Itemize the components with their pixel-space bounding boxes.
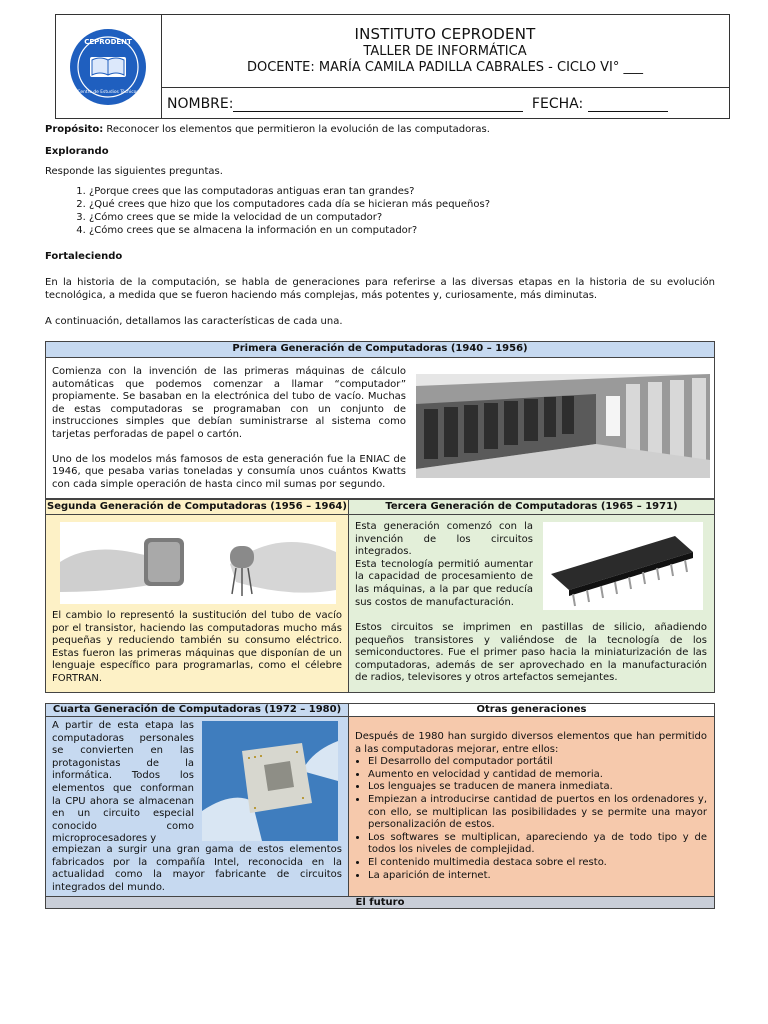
other-cell: [349, 704, 714, 896]
gen4-other-table: [45, 703, 715, 909]
purpose-text: Reconocer los elementos que permitieron la evolución de las computadoras.: [103, 124, 490, 135]
gen1-title: Primera Generación de Computadoras (1940 – 1956): [46, 342, 714, 358]
other-item: • La aparición de internet.: [368, 870, 707, 883]
gen3-paragraph-1: Esta generación comenzó con la invención de los circuitos integrados.: [355, 521, 533, 558]
gen3-title: Tercera Generación de Computadoras (1965 – 1971): [349, 500, 714, 515]
gen3-cell: [349, 500, 714, 692]
gen1-paragraph-1: Comienza con la invención de las primeras máquinas de cálculo automáticas que podemos comenzar a llamar “computador” propiamente. Se basaban en la electrónica del tubo de vacío. Muchas de estas computadoras se programaban con un conjunto de instrucciones simples que debían suministrarse al sistema como tarjetas perforadas de papel o cartón.: [52, 366, 406, 440]
logo-cell: [56, 15, 162, 118]
teacher-line: DOCENTE: MARÍA CAMILA PADILLA CABRALES - CICLO VI° ___: [246, 60, 643, 75]
other-intro: Después de 1980 han surgido diversos elementos que han permitido a las computadoras mejorar, entre ellos:: [355, 731, 707, 755]
fortaleciendo-intro: A continuación, detallamos las características de cada una.: [45, 316, 343, 327]
eniac-photo: [416, 374, 710, 478]
gen2-title: Segunda Generación de Computadoras (1956 – 1964): [46, 500, 348, 515]
logo-text: CEPRODENT: [84, 38, 132, 46]
gen2-cell: [46, 500, 349, 692]
name-cell: [161, 87, 729, 118]
title-cell: [161, 15, 729, 88]
other-item: • El contenido multimedia destaca sobre el resto.: [368, 857, 707, 870]
question-item: 3. ¿Cómo crees que se mide la velocidad de un computador?: [89, 211, 723, 224]
question-item: 1. ¿Porque crees que las computadoras antiguas eran tan grandes?: [89, 185, 723, 198]
logo-subtext: Centro de Estudios Técnicos: [77, 90, 139, 95]
microprocessor-photo: [202, 721, 338, 841]
question-list: [43, 185, 723, 237]
future-title: El futuro: [46, 896, 714, 908]
gen4-cell: [46, 704, 349, 896]
document-header: [55, 14, 730, 119]
explorando-title: Explorando: [45, 146, 109, 157]
gen2-text: El cambio lo representó la sustitución del tubo de vacío por el transistor, haciendo las computadoras mucho más pequeñas y reduciendo también su consumo eléctrico. Estas fueron las primeras máquinas que disponían de un lenguaje específico para programarlas, como el célebre FORTRAN.: [52, 610, 342, 684]
gen1-table: [45, 341, 715, 499]
gen1-paragraph-2: Uno de los modelos más famosos de esta generación fue la ENIAC de 1946, que pesaba varias toneladas y consumía unos cuántos Kwatts con cada simple operación de hasta cinco mil sumas por segundo.: [52, 453, 406, 490]
purpose-line: [45, 123, 725, 136]
name-blank[interactable]: [233, 97, 523, 112]
other-item: • Aumento en velocidad y cantidad de memoria.: [368, 769, 707, 782]
gen3-text-top: [355, 521, 533, 609]
date-blank[interactable]: [588, 97, 668, 112]
other-text: [355, 731, 707, 882]
gen2-gen3-table: [45, 499, 715, 693]
question-item: 4. ¿Cómo crees que se almacena la información en un computador?: [89, 224, 723, 237]
gen3-paragraph-3: Estos circuitos se imprimen en pastillas de silicio, añadiendo pequeños transistores y valiéndose de la tecnología de los semiconductores. Fue el primer paso hacia la miniaturización de las computadoras, además de ser aprovechado en la manufacturación de radios, televisores y otros artefactos semejantes.: [355, 622, 707, 684]
other-item: • Los lenguajes se traducen de manera inmediata.: [368, 781, 707, 794]
transistor-photo: [60, 522, 336, 604]
question-item: 2. ¿Qué crees que hizo que los computadores cada día se hicieran más pequeños?: [89, 198, 723, 211]
date-label: FECHA:: [531, 96, 584, 112]
other-list: [355, 756, 707, 882]
gen3-paragraph-2: Esta tecnología permitió aumentar la capacidad de procesamiento de las máquinas, a la par que reducía sus costos de manufacturación.: [355, 558, 533, 608]
other-item: • El Desarrollo del computador portátil: [368, 756, 707, 769]
fortaleciendo-paragraph: En la historia de la computación, se habla de generaciones para referirse a las diversas etapas en la historia de su evolución tecnológica, a medida que se fueron haciendo más complejas, más potentes y, curiosamente, más diminutas.: [45, 277, 715, 301]
gen4-text-b: empiezan a surgir una gran gama de estos elementos fabricados por la compañía Intel, reconocida en la actualidad como la mayor fabricante de circuitos integrados del mundo.: [52, 844, 342, 893]
gen1-text: [52, 366, 406, 491]
other-item: • Los softwares se multiplican, apareciendo ya de todo tipo y de todos los niveles de complejidad.: [368, 832, 707, 857]
workshop-title: TALLER DE INFORMÁTICA: [363, 44, 527, 59]
other-title: Otras generaciones: [349, 704, 714, 717]
other-item: • Empiezan a introducirse cantidad de puertos en los ordenadores y, con ello, se multiplican las posibilidades y se permite una mayor personalización de estos.: [368, 794, 707, 832]
gen4-title: Cuarta Generación de Computadoras (1972 – 1980): [46, 704, 348, 717]
name-label: NOMBRE:: [167, 96, 234, 112]
integrated-circuit-photo: [543, 522, 703, 610]
institute-title: INSTITUTO CEPRODENT: [354, 25, 536, 43]
ceprodent-logo: [68, 27, 148, 107]
fortaleciendo-title: Fortaleciendo: [45, 251, 123, 262]
gen4-text-a: A partir de esta etapa las computadoras personales se convierten en las protagonistas de la informática. Todos los elementos que conforman la CPU ahora se almacenan en un circuito especial conocido como microprocesadores y: [52, 720, 194, 845]
explorando-intro: Responde las siguientes preguntas.: [45, 166, 223, 177]
purpose-label: Propósito:: [45, 124, 104, 135]
